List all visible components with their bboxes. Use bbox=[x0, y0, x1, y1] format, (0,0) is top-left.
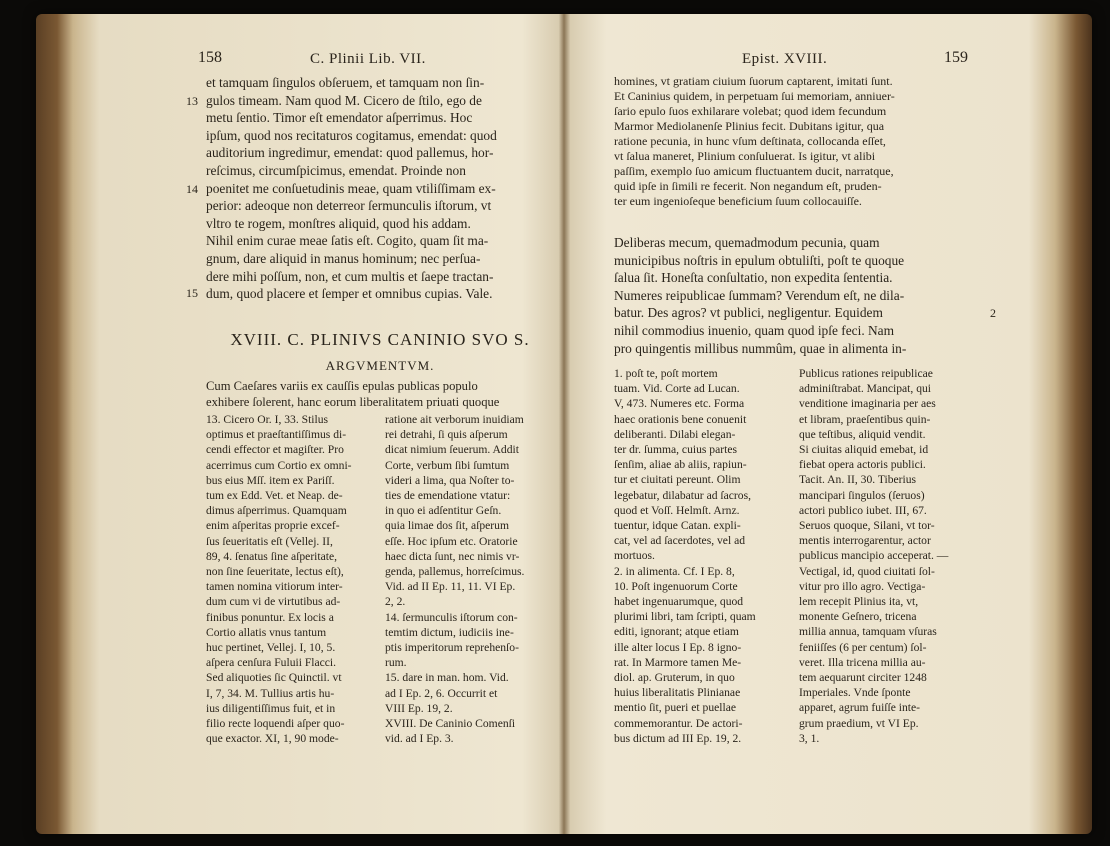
footnote-column bbox=[385, 412, 554, 746]
footnotes bbox=[614, 366, 974, 746]
footnote-line: veret. Illa tricena millia au- bbox=[799, 655, 926, 669]
footnote-column bbox=[614, 366, 789, 746]
footnote-line: VIII Ep. 19, 2. bbox=[385, 701, 453, 715]
letter-body bbox=[614, 234, 974, 357]
text-line: auditorium ingredimur, emendat: quod pallemus, hor- bbox=[206, 145, 494, 161]
footnote-line: tem aequarunt circiter 1248 bbox=[799, 671, 927, 685]
open-book bbox=[36, 14, 1092, 834]
footnote-line: rei detrahi, ſi quis aſperum bbox=[385, 428, 508, 442]
footnote-column bbox=[206, 412, 375, 746]
footnote-line: lem recepit Plinius ita, vt, bbox=[799, 595, 919, 609]
footnote-line: XVIII. De Caninio Comenſi bbox=[385, 717, 516, 731]
argument-line: homines, vt gratiam ciuium ſuorum captarent, imitati ſunt. bbox=[614, 74, 893, 88]
footnote-line: Seruos quoque, Silani, vt tor- bbox=[799, 519, 935, 533]
footnote-line: huius liberalitatis Plinianae bbox=[614, 686, 741, 700]
footnote-line: feniiſſes (6 per centum) ſol- bbox=[799, 640, 927, 654]
footnote-line: bus eius Mſſ. item ex Pariſſ. bbox=[206, 473, 335, 487]
footnote-line: ille alter locus I Ep. 8 igno- bbox=[614, 640, 742, 654]
footnote-line: commemorantur. De actori- bbox=[614, 716, 743, 730]
footnote-line: V, 473. Numeres etc. Forma bbox=[614, 397, 745, 411]
footnote-line: habet ingenuarumque, quod bbox=[614, 595, 744, 609]
footnote-line: Sed aliquoties ſic Quinctil. vt bbox=[206, 671, 342, 685]
footnote-line: diol. ap. Gruterum, in quo bbox=[614, 671, 735, 685]
text-line: ipſum, quod nos recitaturos cogitamus, emendat: quod bbox=[206, 127, 497, 143]
footnote-line: 13. Cicero Or. I, 33. Stilus bbox=[206, 413, 329, 426]
text-line: nihil commodius inuenio, quam quod ipſe feci. Nam bbox=[614, 322, 895, 338]
running-head: Epist. XVIII. bbox=[742, 51, 828, 67]
footnote-line: tum ex Edd. Vet. et Neap. de- bbox=[206, 489, 343, 503]
margin-number: 14 bbox=[186, 182, 198, 196]
text-line: ſalua ſit. Honeſta conſultatio, non expedita ſententia. bbox=[614, 270, 893, 286]
footnote-line: Si ciuitas aliquid emebat, id bbox=[799, 443, 929, 457]
footnote-line: optimus et praeſtantiſſimus di- bbox=[206, 428, 347, 442]
footnote-line: non ſine ſeueritate, lectus eſt), bbox=[206, 565, 344, 579]
argument-line: vt ſalua maneret, Plinium conſuluerat. Is igitur, vt alibi bbox=[614, 149, 876, 163]
footnote-line: legebatur, dilabatur ad ſacros, bbox=[614, 488, 751, 502]
footnote-line: dimus aſperrimus. Quamquam bbox=[206, 504, 347, 518]
footnote-line: 10. Poſt ingenuorum Corte bbox=[614, 579, 738, 593]
footnote-line: 1. poſt te, poſt mortem bbox=[614, 367, 718, 380]
footnote-line: 2. in alimenta. Cf. I Ep. 8, bbox=[614, 564, 735, 578]
argument-line: exhibere ſolerent, hanc eorum liberalitatem priuati quoque bbox=[206, 395, 500, 409]
letter-body bbox=[206, 74, 554, 303]
margin-number: 15 bbox=[186, 286, 198, 300]
argument-line: ſario epulo ſuos exhilarare volebat; quod idem fecundum bbox=[614, 104, 887, 118]
running-head: C. Plinii Lib. VII. bbox=[310, 51, 426, 67]
argument-line: ter eum ingenioſeque beneficium ſuum collocauiſſe. bbox=[614, 194, 862, 208]
footnote-line: aſpera cenſura Fuluii Flacci. bbox=[206, 656, 337, 670]
footnote-line: ptis imperitorum reprehenſo- bbox=[385, 641, 519, 655]
text-line: pro quingentis millibus nummûm, quae in alimenta in- bbox=[614, 340, 907, 356]
text-line: et tamquam ſingulos obſeruem, et tamquam non ſin- bbox=[206, 75, 485, 90]
text-line: Numeres reipublicae ſummam? Verendum eſt, ne dila- bbox=[614, 287, 905, 303]
argument-line: quid ipſe in ſimili re fecerit. Non negandum eſt, pruden- bbox=[614, 179, 882, 193]
footnote-line: ter dr. ſumma, cuius partes bbox=[614, 443, 737, 457]
footnote-line: apparet, agrum fuiſſe inte- bbox=[799, 701, 921, 715]
footnote-line: huc pertinet, Vellej. I, 10, 5. bbox=[206, 641, 336, 655]
argument-text bbox=[614, 74, 976, 209]
footnote-line: 14. ſermunculis iſtorum con- bbox=[385, 610, 518, 624]
argument-line: ratione pecunia, in hunc vſum deſtinata, collocanda eſſet, bbox=[614, 134, 886, 148]
footnote-line: dum cum vi de virtutibus ad- bbox=[206, 595, 341, 609]
footnote-line: I, 7, 34. M. Tullius artis hu- bbox=[206, 686, 335, 700]
text-line: gnum, dare aliquid in manus hominum; nec perſua- bbox=[206, 250, 481, 266]
text-line: Nihil enim curae meae ſatis eſt. Cogito, quam ſit ma- bbox=[206, 233, 489, 249]
text-line: vltro te rogem, monſtres aliquid, quod his addam. bbox=[206, 215, 471, 231]
text-line: municipibus noſtris in epulum obtuliſti, poſt te quoque bbox=[614, 252, 905, 268]
footnote-line: vitur pro illo agro. Vectiga- bbox=[799, 579, 926, 593]
footnote-line: mancipari ſingulos (ſeruos) bbox=[799, 488, 925, 502]
footnote-line: 2, 2. bbox=[385, 595, 406, 609]
footnote-line: tur et ciuitati pereunt. Olim bbox=[614, 473, 741, 487]
footnote-line: in quo ei adſentitur Geſn. bbox=[385, 504, 502, 518]
argument-line: Marmor Mediolanenſe Plinius fecit. Dubitans igitur, qua bbox=[614, 119, 885, 133]
footnote-line: mentio ſit, pueri et puellae bbox=[614, 701, 737, 715]
footnote-line: Publicus rationes reipublicae bbox=[799, 367, 933, 380]
page-number: 158 bbox=[198, 49, 222, 66]
footnote-line: venditione imaginaria per aes bbox=[799, 397, 936, 411]
text-line: poenitet me conſuetudinis meae, quam vtiliſſimam ex- bbox=[206, 180, 496, 196]
footnote-line: enim aſperitas proprie excef- bbox=[206, 519, 340, 533]
footnote-line: rum. bbox=[385, 656, 407, 670]
footnote-line: fiebat opera actoris publici. bbox=[799, 458, 926, 472]
footnote-column bbox=[799, 366, 974, 746]
footnote-line: plurimi libri, tam ſcripti, quam bbox=[614, 610, 756, 624]
footnote-line: temtim dictum, iudiciis ine- bbox=[385, 625, 514, 639]
footnote-line: ius diligentiſſimus fuit, et in bbox=[206, 701, 336, 715]
footnote-line: millia annua, tamquam vſuras bbox=[799, 625, 937, 639]
text-line: gulos timeam. Nam quod M. Cicero de ſtilo, ego de bbox=[206, 92, 482, 108]
text-line: reſcimus, circumſpicimus, emendat. Proinde non bbox=[206, 162, 466, 178]
footnote-line: adminiſtrabat. Mancipat, qui bbox=[799, 382, 932, 396]
text-line: dum, quod placere et ſemper et omnibus cupias. Vale. bbox=[206, 286, 493, 302]
footnote-line: grum praedium, vt VI Ep. bbox=[799, 716, 919, 730]
margin-number: 2 bbox=[990, 306, 996, 320]
text-line: Deliberas mecum, quemadmodum pecunia, quam bbox=[614, 235, 880, 250]
footnote-line: quod et Voſſ. Helmſt. Arnz. bbox=[614, 503, 740, 517]
footnote-line: rat. In Marmore tamen Me- bbox=[614, 655, 742, 669]
footnote-line: genda, pallemus, horreſcimus. bbox=[385, 565, 525, 579]
footnote-line: eſſe. Hoc ipſum etc. Oratorie bbox=[385, 534, 518, 548]
footnote-line: que teſtibus, aliquid vendit. bbox=[799, 427, 926, 441]
argument-heading: ARGVMENTVM. bbox=[325, 358, 435, 373]
footnote-line: Vectigal, id, quod ciuitati ſol- bbox=[799, 564, 935, 578]
footnote-line: 15. dare in man. hom. Vid. bbox=[385, 671, 509, 685]
footnotes bbox=[206, 412, 554, 746]
footnote-line: dicat nimium ſeuerum. Addit bbox=[385, 443, 519, 457]
footnote-line: actori publico iubet. III, 67. bbox=[799, 503, 927, 517]
text-line: perior: adeoque non deterreor ſermunculis iſtorum, vt bbox=[206, 198, 492, 214]
argument-line: Et Caninius quidem, in perpetuam ſui memoriam, anniuer- bbox=[614, 89, 895, 103]
argument-line: paſſim, exemplo ſuo amicum fluctuantem ducit, narratque, bbox=[614, 164, 894, 178]
text-line: batur. Des agros? vt publici, negligentur. Equidem bbox=[614, 305, 883, 321]
footnote-line: videri a lima, qua Noſter to- bbox=[385, 473, 515, 487]
footnote-line: quia limae dos ſit, aſperum bbox=[385, 519, 509, 533]
argument-line: Cum Caeſares variis ex cauſſis epulas publicas populo bbox=[206, 379, 478, 393]
text-line: dere mihi poſſum, non, et cum multis et ſaepe tractan- bbox=[206, 268, 494, 284]
footnote-line: tuentur, idque Catan. expli- bbox=[614, 519, 741, 533]
footnote-line: mortuos. bbox=[614, 549, 655, 563]
footnote-line: cat, vel ad ſacerdotes, vel ad bbox=[614, 534, 746, 548]
footnote-line: monente Geſnero, tricena bbox=[799, 610, 917, 624]
footnote-line: et libram, praeſentibus quin- bbox=[799, 412, 931, 426]
page-number: 159 bbox=[944, 49, 968, 66]
footnote-line: editi, ignorant; atque etiam bbox=[614, 625, 739, 639]
footnote-line: publicus mancipio acceperat. — bbox=[799, 549, 949, 563]
footnote-line: 3, 1. bbox=[799, 731, 820, 745]
text-line: metu ſentio. Timor eſt emendator aſperrimus. Hoc bbox=[206, 110, 473, 126]
footnote-line: ratione ait verborum inuidiam bbox=[385, 413, 524, 426]
footnote-line: deliberanti. Dilabi elegan- bbox=[614, 427, 736, 441]
footnote-line: Imperiales. Vnde ſponte bbox=[799, 686, 911, 700]
footnote-line: ſenſim, aliae ab aliis, rapiun- bbox=[614, 458, 747, 472]
footnote-line: ſus ſeueritatis eſt (Vellej. II, bbox=[206, 534, 333, 548]
footnote-line: mentis interrogarentur, actor bbox=[799, 534, 931, 548]
footnote-line: que exactor. XI, 1, 90 mode- bbox=[206, 732, 339, 746]
footnote-line: filio recte loquendi aſper quo- bbox=[206, 717, 345, 731]
footnote-line: acerrimus cum Cortio ex omni- bbox=[206, 458, 352, 472]
footnote-line: haec orationis bene conuenit bbox=[614, 412, 747, 426]
argument-text bbox=[206, 378, 554, 410]
footnote-line: vid. ad I Ep. 3. bbox=[385, 732, 454, 746]
letter-heading: XVIII. C. PLINIVS CANINIO SVO S. bbox=[230, 330, 530, 349]
footnote-line: bus dictum ad III Ep. 19, 2. bbox=[614, 731, 742, 745]
footnote-line: ad I Ep. 2, 6. Occurrit et bbox=[385, 686, 498, 700]
margin-number: 13 bbox=[186, 94, 198, 108]
footnote-line: finibus ponuntur. Ex locis a bbox=[206, 610, 334, 624]
footnote-line: Tacit. An. II, 30. Tiberius bbox=[799, 473, 917, 487]
footnote-line: Corte, verbum ſibi ſumtum bbox=[385, 458, 510, 472]
footnote-line: Cortio allatis vnus tantum bbox=[206, 625, 327, 639]
footnote-line: tuam. Vid. Corte ad Lucan. bbox=[614, 382, 740, 396]
footnote-line: cendi effector et magiſter. Pro bbox=[206, 443, 344, 457]
footnote-line: 89, 4. ſenatus ſine aſperitate, bbox=[206, 549, 338, 563]
footnote-line: tamen nomina vitiorum inter- bbox=[206, 580, 343, 594]
footnote-line: haec dicta ſunt, nec nimis vr- bbox=[385, 549, 520, 563]
footnote-line: ties de emendatione vtatur: bbox=[385, 489, 511, 503]
footnote-line: Vid. ad II Ep. 11, 11. VI Ep. bbox=[385, 580, 516, 594]
